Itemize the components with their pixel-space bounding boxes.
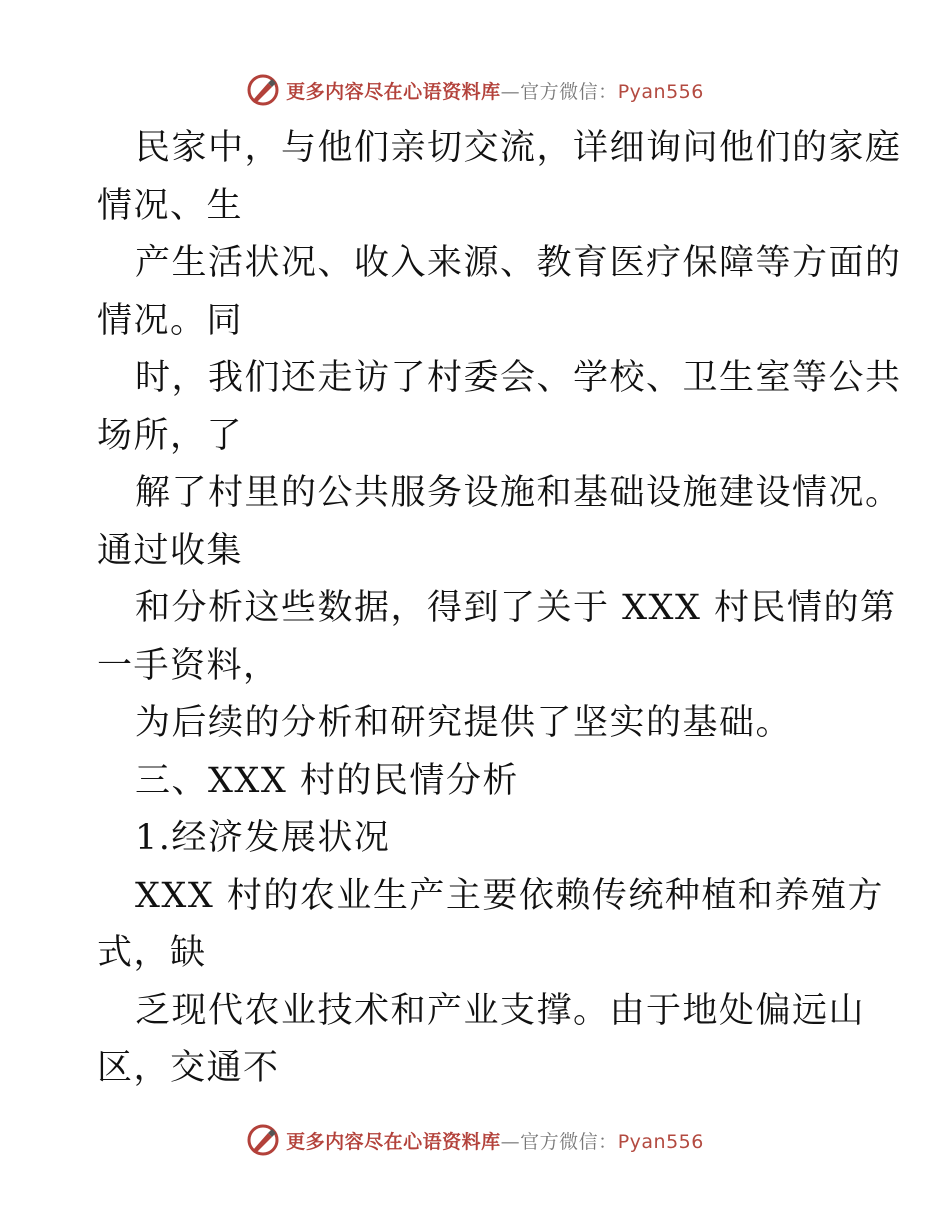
watermark-wechat-label: 官方微信： — [520, 1130, 618, 1153]
text-line: 一手资料， — [97, 645, 280, 686]
text-line: 解了村里的公共服务设施和基础设施建设情况。 — [135, 473, 902, 513]
subsection-heading: 1.经济发展状况 — [135, 818, 391, 858]
text-line: 通过收集 — [97, 530, 244, 571]
watermark-banner-bottom — [0, 1120, 950, 1160]
text-line: 式，缺 — [97, 933, 207, 973]
watermark-wechat-id: Pyan556 — [617, 80, 704, 103]
text-line: 时，我们还走访了村委会、学校、卫生室等公共 — [135, 358, 902, 398]
watermark-text — [286, 77, 704, 104]
watermark-wechat-label: 官方微信： — [520, 80, 618, 103]
pen-logo-icon — [246, 1123, 280, 1157]
watermark-brand: 更多内容尽在心语资料库 — [286, 80, 501, 103]
text-line: 民家中，与他们亲切交流，详细询问他们的家庭 — [135, 128, 902, 168]
watermark-banner-top — [0, 70, 950, 110]
watermark-wechat-id: Pyan556 — [617, 1130, 704, 1153]
pen-logo-icon — [246, 73, 280, 107]
watermark-separator: — — [500, 1130, 521, 1153]
watermark-separator: — — [500, 80, 521, 103]
document-body — [97, 120, 902, 1098]
text-line: 为后续的分析和研究提供了坚实的基础。 — [135, 703, 793, 743]
text-line: 区，交通不 — [97, 1048, 280, 1088]
text-line: 产生活状况、收入来源、教育医疗保障等方面的 — [135, 243, 902, 283]
text-line: 情况。同 — [97, 300, 244, 341]
text-line: XXX 村的农业生产主要依赖传统种植和养殖方 — [135, 875, 884, 916]
text-line: 场所，了 — [97, 415, 244, 456]
text-line: 情况、生 — [97, 185, 244, 226]
text-line: 和分析这些数据，得到了关于 XXX 村民情的第 — [135, 588, 897, 628]
section-heading: 三、XXX 村的民情分析 — [135, 760, 519, 801]
text-line: 乏现代农业技术和产业支撑。由于地处偏远山 — [135, 990, 866, 1031]
watermark-brand: 更多内容尽在心语资料库 — [286, 1130, 501, 1153]
watermark-text — [286, 1127, 704, 1154]
